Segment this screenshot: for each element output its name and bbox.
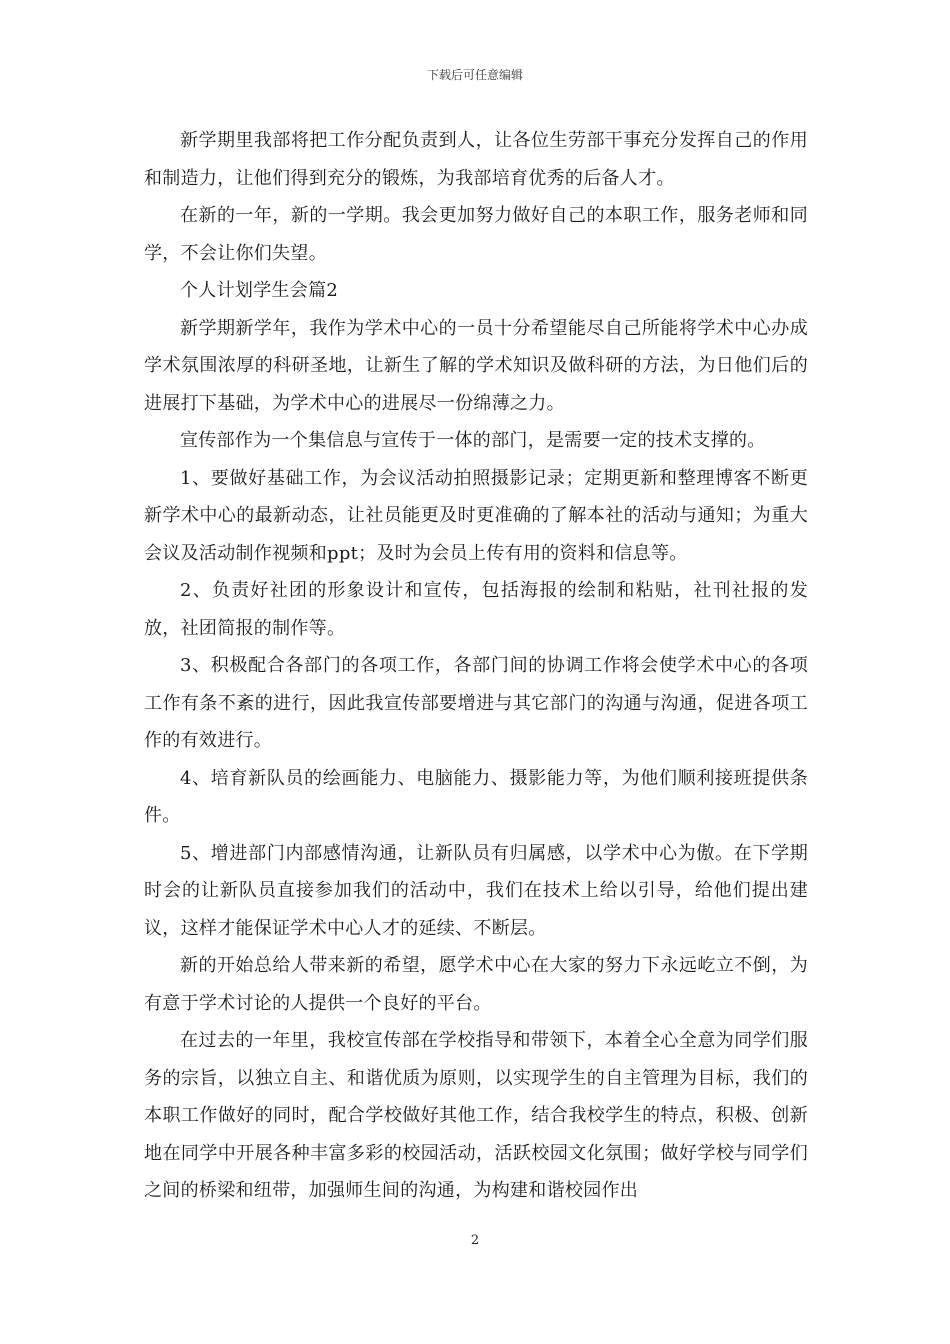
- list-item: 5、增进部门内部感情沟通，让新队员有归属感，以学术中心为傲。在下学期时会的让新队员直接参加我们的活动中，我们在技术上给以引导，给他们提出建议，这样才能保证学术中心人才的延续、不断层。: [144, 842, 808, 939]
- list-item: 3、积极配合各部门的各项工作，各部门间的协调工作将会使学术中心的各项工作有条不紊的进行，因此我宣传部要增进与其它部门的沟通与沟通，促进各项工作的有效进行。: [144, 655, 808, 751]
- paragraph: 新学期新学年，我作为学术中心的一员十分希望能尽自己所能将学术中心办成学术氛围浓厚的科研圣地，让新生了解的学术知识及做科研的方法，为日他们后的进展打下基础，为学术中心的进展尽一份绵薄之力。: [144, 317, 808, 414]
- list-item: 2、负责好社团的形象设计和宣传，包括海报的绘制和粘贴，社刊社报的发放，社团简报的制作等。: [144, 580, 808, 639]
- paragraph: 在新的一年，新的一学期。我会更加努力做好自己的本职工作，服务老师和同学，不会让你们失望。: [144, 205, 808, 264]
- paragraph: 新的开始总给人带来新的希望，愿学术中心在大家的努力下永远屹立不倒，为有意于学术讨论的人提供一个良好的平台。: [144, 955, 808, 1014]
- section-heading: 个人计划学生会篇2: [180, 280, 339, 301]
- page-number: 2: [470, 1233, 480, 1248]
- list-item: 4、培育新队员的绘画能力、电脑能力、摄影能力等，为他们顺利接班提供条件。: [144, 767, 808, 826]
- paragraph: 在过去的一年里，我校宣传部在学校指导和带领下，本着全心全意为同学们服务的宗旨，以独立自主、和谐优质为原则，以实现学生的自主管理为目标，我们的本职工作做好的同时，配合学校做好其他工作，结合我校学生的特点，积极、创新地在同学中开展各种丰富多彩的校园活动，活跃校园文化氛围；做好学校与同学们之间的桥梁和纽带，加强师生间的沟通，为构建和谐校园作出: [144, 1030, 808, 1201]
- paragraph: 新学期里我部将把工作分配负责到人，让各位生劳部干事充分发挥自己的作用和制造力，让他们得到充分的锻炼，为我部培育优秀的后备人才。: [144, 130, 808, 189]
- document-body: [144, 122, 808, 1210]
- paragraph: 宣传部作为一个集信息与宣传于一体的部门，是需要一定的技术支撑的。: [180, 430, 766, 451]
- page-header: 下载后可任意编辑: [426, 68, 523, 82]
- list-item: 1、要做好基础工作，为会议活动拍照摄影记录；定期更新和整理博客不断更新学术中心的最新动态，让社员能更及时更准确的了解本社的活动与通知；为重大会议及活动制作视频和ppt；及时为会员上传有用的资料和信息等。: [144, 467, 808, 564]
